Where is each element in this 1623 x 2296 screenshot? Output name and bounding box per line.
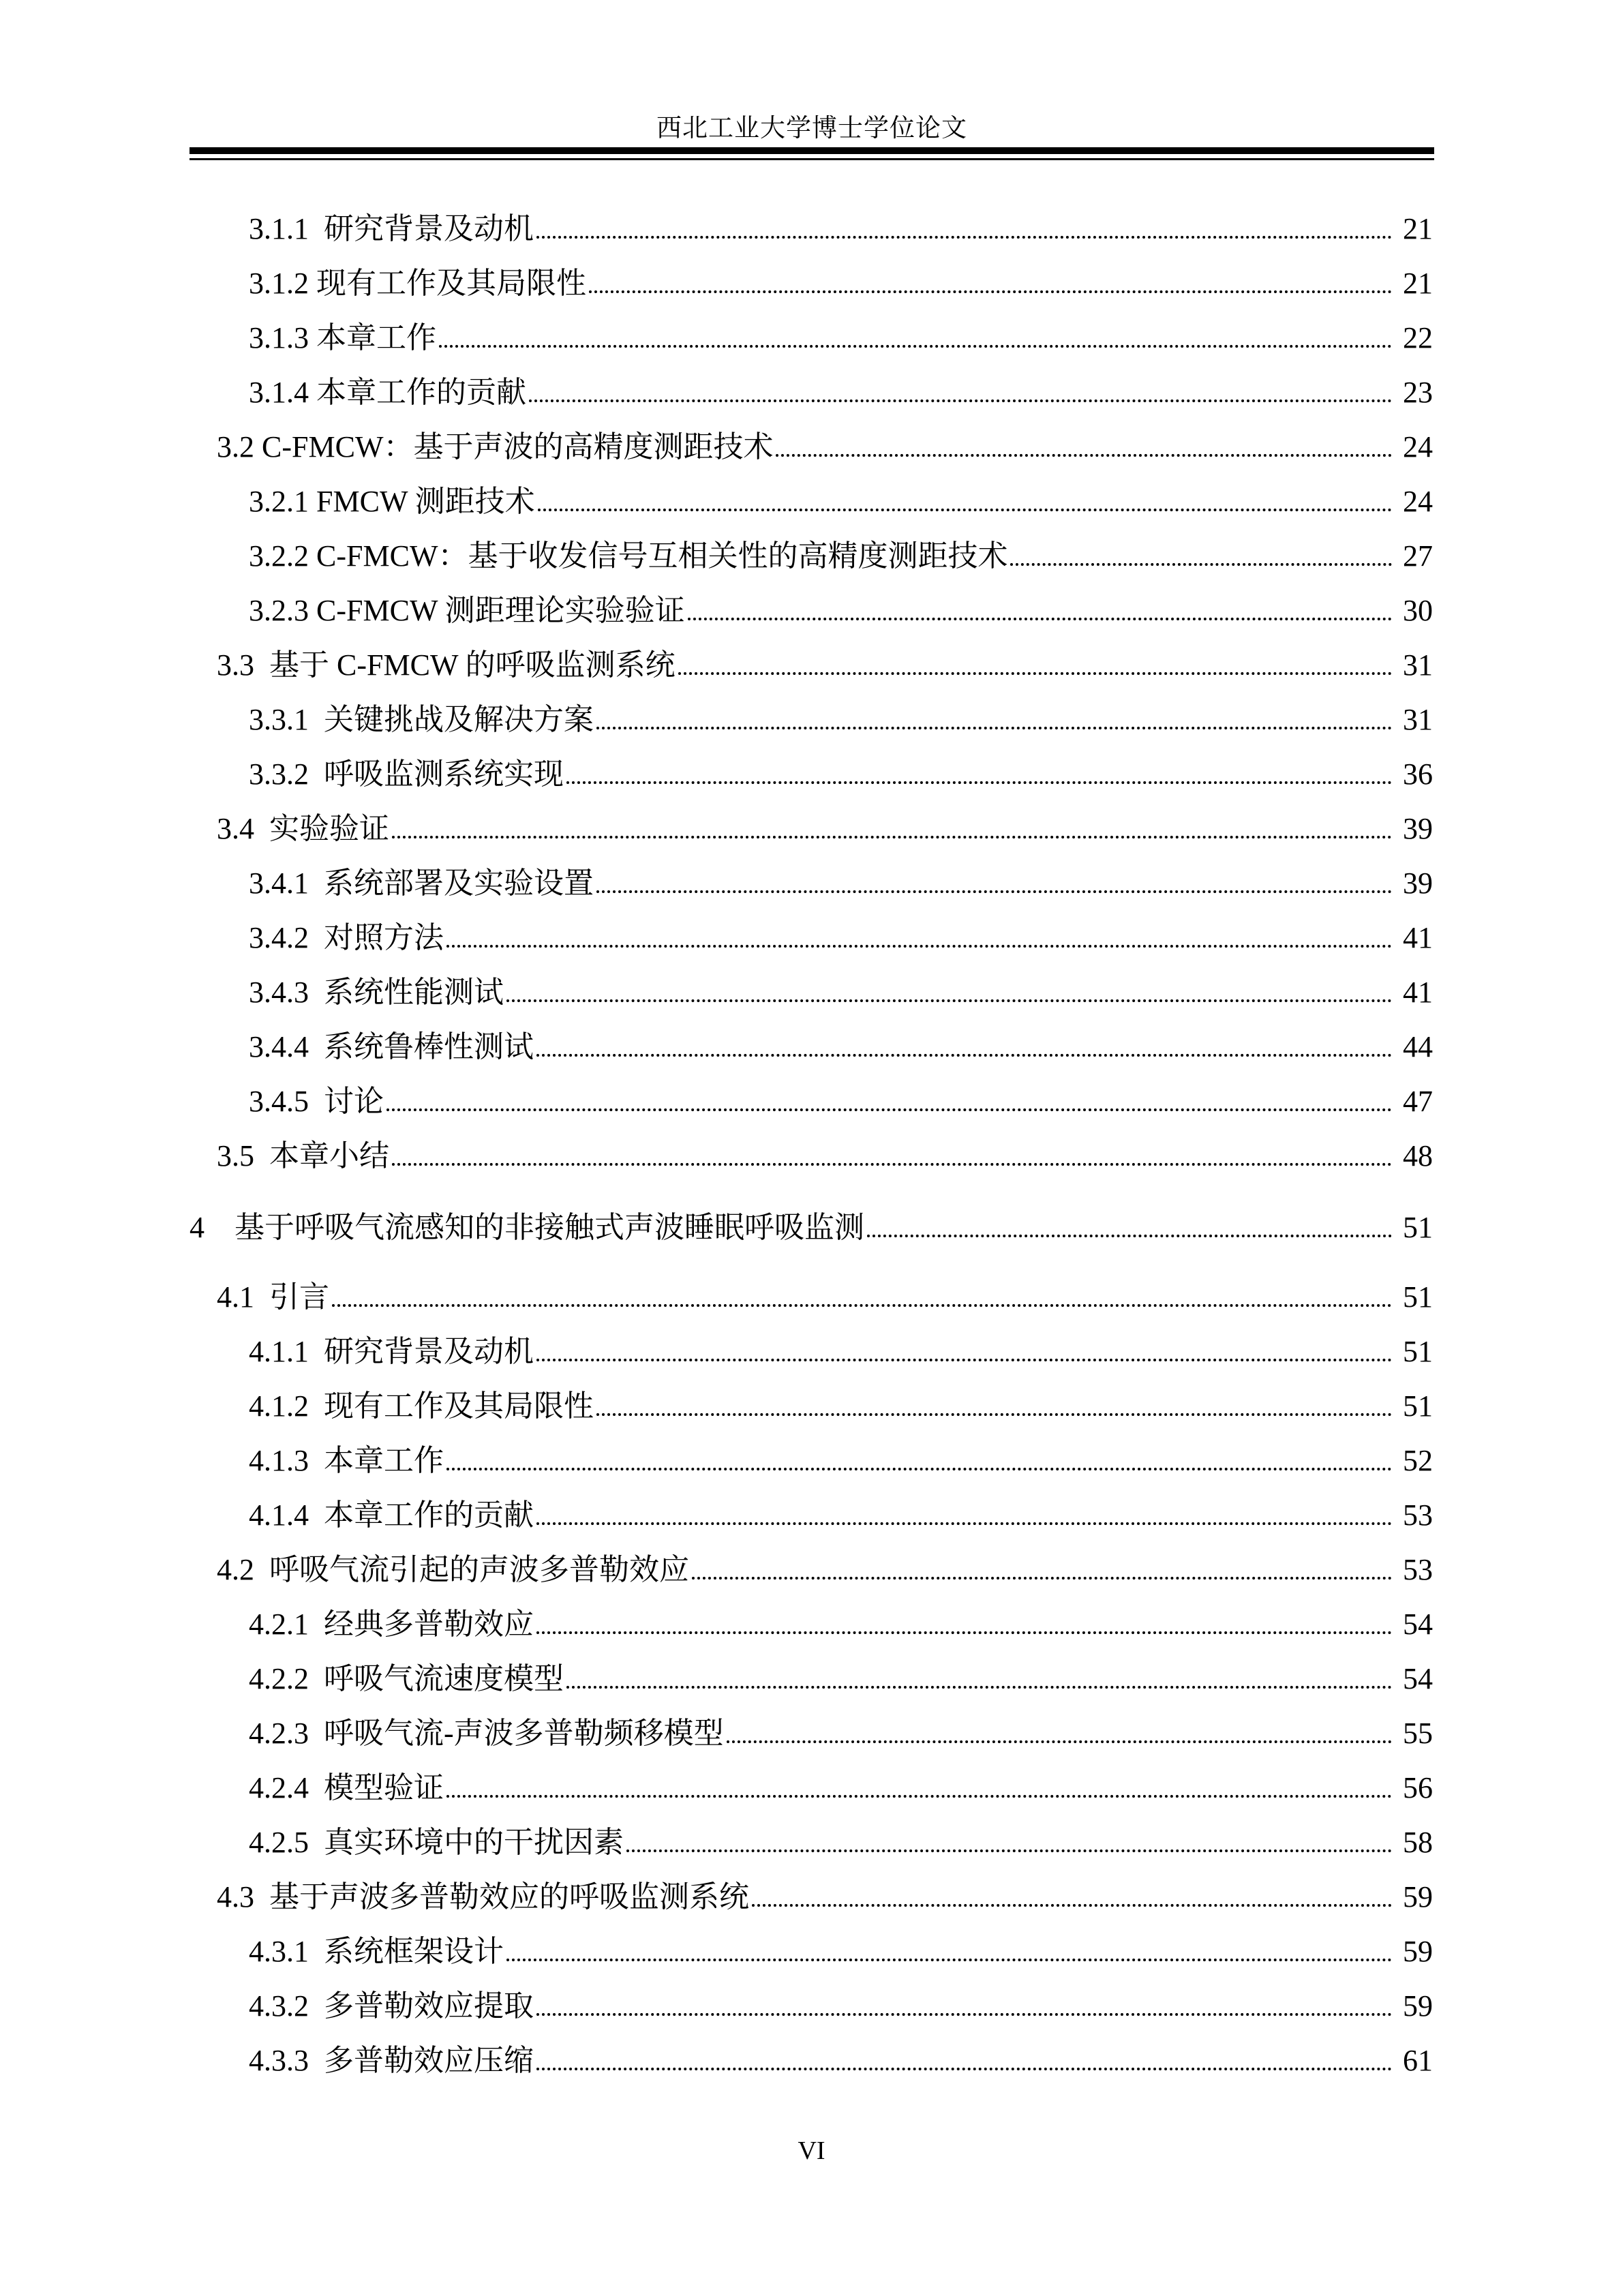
toc-dot-leader [538, 509, 1392, 511]
header-rule-thin [189, 158, 1434, 160]
toc-entry-title: 4.2 呼吸气流引起的声波多普勒效应 [217, 1553, 689, 1586]
toc-entry-title: 3.1.1 研究背景及动机 [249, 212, 534, 245]
toc-entry-page: 39 [1403, 812, 1433, 845]
toc-entry-page: 39 [1403, 866, 1433, 900]
toc-dot-leader [1010, 563, 1392, 566]
toc-entry-title: 4.2.4 模型验证 [249, 1771, 444, 1804]
toc-entry-title: 4.1.4 本章工作的贡献 [249, 1498, 534, 1532]
toc-entry[interactable] [249, 207, 1433, 248]
toc-entry[interactable] [217, 1134, 1433, 1175]
toc-dot-leader [692, 1577, 1392, 1580]
toc-entry-title: 3.2 C-FMCW：基于声波的高精度测距技术 [217, 430, 774, 464]
toc-entry-page: 53 [1403, 1498, 1433, 1532]
toc-entry-page: 31 [1403, 703, 1433, 736]
toc-entry[interactable] [249, 971, 1433, 1012]
toc-entry-title: 4.3.1 系统框架设计 [249, 1935, 504, 1968]
toc-entry-page: 54 [1403, 1607, 1433, 1641]
toc-entry-page: 54 [1403, 1662, 1433, 1695]
toc-entry-page: 23 [1403, 376, 1433, 409]
toc-entry-title: 3.1.4 本章工作的贡献 [249, 376, 526, 409]
toc-entry-title: 3.2.3 C-FMCW 测距理论实验验证 [249, 594, 685, 627]
toc-entry-title: 3.4.4 系统鲁棒性测试 [249, 1030, 534, 1063]
toc-dot-leader [688, 618, 1392, 620]
toc-entry-title: 3.4 实验验证 [217, 812, 389, 845]
toc-entry-title: 3.1.3 本章工作 [249, 321, 436, 354]
toc-dot-leader [752, 1904, 1392, 1907]
toc-entry[interactable] [249, 262, 1433, 303]
toc-entry[interactable] [249, 1821, 1433, 1862]
toc-entry[interactable] [249, 1984, 1433, 2025]
toc-entry-page: 30 [1403, 594, 1433, 627]
toc-dot-leader [446, 945, 1392, 948]
toc-dot-leader [596, 727, 1392, 729]
toc-entry[interactable] [217, 644, 1433, 684]
toc-entry-page: 24 [1403, 430, 1433, 464]
header-rule-thick [189, 147, 1434, 154]
toc-entry-page: 21 [1403, 267, 1433, 300]
toc-entry-page: 59 [1403, 1880, 1433, 1914]
toc-entry-title: 3.3 基于 C-FMCW 的呼吸监测系统 [217, 648, 676, 682]
toc-dot-leader [446, 1795, 1392, 1798]
toc-entry[interactable] [249, 1657, 1433, 1698]
toc-entry-title: 4.2.1 经典多普勒效应 [249, 1607, 534, 1641]
toc-dot-leader [332, 1304, 1392, 1307]
toc-entry-title: 4.2.3 呼吸气流-声波多普勒频移模型 [249, 1717, 724, 1750]
toc-entry-page: 44 [1403, 1030, 1433, 1063]
toc-entry-page: 59 [1403, 1935, 1433, 1968]
toc-entry-title: 3.4.3 系统性能测试 [249, 976, 504, 1009]
toc-entry-page: 55 [1403, 1717, 1433, 1750]
toc-dot-leader [626, 1849, 1392, 1852]
toc-entry[interactable] [249, 1766, 1433, 1807]
toc-dot-leader [536, 1522, 1392, 1525]
toc-dot-leader [589, 290, 1392, 293]
toc-entry[interactable] [189, 1206, 1433, 1247]
toc-entry-title: 4.3.2 多普勒效应提取 [249, 1989, 534, 2023]
toc-entry-title: 3.4.1 系统部署及实验设置 [249, 866, 594, 900]
toc-dot-leader [536, 2068, 1392, 2070]
toc-entry-page: 41 [1403, 976, 1433, 1009]
toc-entry[interactable] [249, 316, 1433, 357]
toc-dot-leader [776, 454, 1392, 457]
toc-dot-leader [446, 1468, 1392, 1470]
toc-entry-title: 3.2.2 C-FMCW：基于收发信号互相关性的高精度测距技术 [249, 539, 1008, 573]
toc-entry-page: 58 [1403, 1826, 1433, 1859]
toc-entry-title: 4.2.5 真实环境中的干扰因素 [249, 1826, 624, 1859]
toc-entry-page: 59 [1403, 1989, 1433, 2023]
toc-entry-title: 4.1 引言 [217, 1280, 329, 1314]
toc-dot-leader [392, 836, 1392, 839]
toc-entry[interactable] [249, 589, 1433, 630]
toc-dot-leader [566, 1686, 1392, 1689]
toc-dot-leader [536, 1359, 1392, 1361]
toc-entry-title: 4.3 基于声波多普勒效应的呼吸监测系统 [217, 1880, 749, 1914]
toc-dot-leader [386, 1108, 1392, 1111]
toc-entry[interactable] [249, 1494, 1433, 1535]
toc-entry-page: 31 [1403, 648, 1433, 682]
toc-dot-leader [867, 1235, 1392, 1237]
toc-entry-page: 21 [1403, 212, 1433, 245]
toc-entry-page: 51 [1403, 1211, 1433, 1244]
toc-entry[interactable] [249, 1330, 1433, 1371]
toc-dot-leader [506, 1959, 1392, 1961]
toc-entry[interactable] [249, 1712, 1433, 1753]
toc-dot-leader [596, 890, 1392, 893]
toc-entry[interactable] [249, 480, 1433, 521]
toc-entry-page: 52 [1403, 1444, 1433, 1477]
toc-dot-leader [566, 781, 1392, 784]
toc-entry[interactable] [217, 1875, 1433, 1916]
toc-entry[interactable] [249, 1080, 1433, 1121]
toc-entry[interactable] [249, 534, 1433, 575]
toc-entry-title: 4.1.1 研究背景及动机 [249, 1335, 534, 1368]
toc-entry-title: 4.2.2 呼吸气流速度模型 [249, 1662, 564, 1695]
toc-entry[interactable] [249, 1439, 1433, 1480]
toc-entry-page: 51 [1403, 1389, 1433, 1423]
toc-dot-leader [529, 399, 1392, 402]
toc-entry-title: 3.3.1 关键挑战及解决方案 [249, 703, 594, 736]
toc-entry-title: 3.5 本章小结 [217, 1139, 389, 1173]
toc-dot-leader [536, 1631, 1392, 1634]
toc-entry[interactable] [249, 1025, 1433, 1066]
toc-dot-leader [536, 1054, 1392, 1057]
toc-entry-title: 3.4.2 对照方法 [249, 921, 444, 954]
toc-entry-title: 4 基于呼吸气流感知的非接触式声波睡眠呼吸监测 [189, 1211, 864, 1244]
toc-entry[interactable] [249, 2039, 1433, 2080]
toc-entry[interactable] [217, 1275, 1433, 1316]
toc-entry-title: 4.1.2 现有工作及其局限性 [249, 1389, 594, 1423]
toc-entry-page: 36 [1403, 757, 1433, 791]
toc-entry-page: 48 [1403, 1139, 1433, 1173]
toc-entry-page: 51 [1403, 1280, 1433, 1314]
page-number: VI [798, 2136, 825, 2165]
toc-entry-page: 53 [1403, 1553, 1433, 1586]
toc-entry[interactable] [217, 425, 1433, 466]
toc-dot-leader [439, 345, 1392, 348]
toc-entry-page: 51 [1403, 1335, 1433, 1368]
toc-dot-leader [678, 672, 1392, 675]
toc-dot-leader [392, 1163, 1392, 1166]
toc-entry[interactable] [249, 371, 1433, 412]
toc-entry-page: 27 [1403, 539, 1433, 573]
toc-entry-page: 47 [1403, 1085, 1433, 1118]
toc-entry[interactable] [249, 1385, 1433, 1425]
toc-entry-page: 56 [1403, 1771, 1433, 1804]
toc-entry[interactable] [217, 1548, 1433, 1589]
toc-entry-page: 41 [1403, 921, 1433, 954]
toc-entry[interactable] [249, 916, 1433, 957]
toc-entry-page: 22 [1403, 321, 1433, 354]
toc-entry[interactable] [249, 862, 1433, 903]
toc-entry-page: 61 [1403, 2044, 1433, 2077]
toc-entry[interactable] [249, 1930, 1433, 1971]
toc-entry[interactable] [249, 698, 1433, 739]
toc-entry[interactable] [217, 807, 1433, 848]
toc-entry-title: 3.4.5 讨论 [249, 1085, 384, 1118]
toc-dot-leader [536, 236, 1392, 239]
toc-entry-title: 3.1.2 现有工作及其局限性 [249, 267, 586, 300]
toc-dot-leader [536, 2013, 1392, 2016]
toc-dot-leader [596, 1413, 1392, 1416]
toc-entry-page: 24 [1403, 485, 1433, 518]
running-header: 西北工业大学博士学位论文 [656, 115, 967, 142]
toc-dot-leader [506, 999, 1392, 1002]
toc-entry-title: 4.3.3 多普勒效应压缩 [249, 2044, 534, 2077]
toc-entry[interactable] [249, 1603, 1433, 1644]
toc-entry-title: 3.3.2 呼吸监测系统实现 [249, 757, 564, 791]
toc-entry[interactable] [249, 753, 1433, 794]
toc-entry-title: 3.2.1 FMCW 测距技术 [249, 485, 535, 518]
toc-dot-leader [727, 1740, 1392, 1743]
toc-entry-title: 4.1.3 本章工作 [249, 1444, 444, 1477]
